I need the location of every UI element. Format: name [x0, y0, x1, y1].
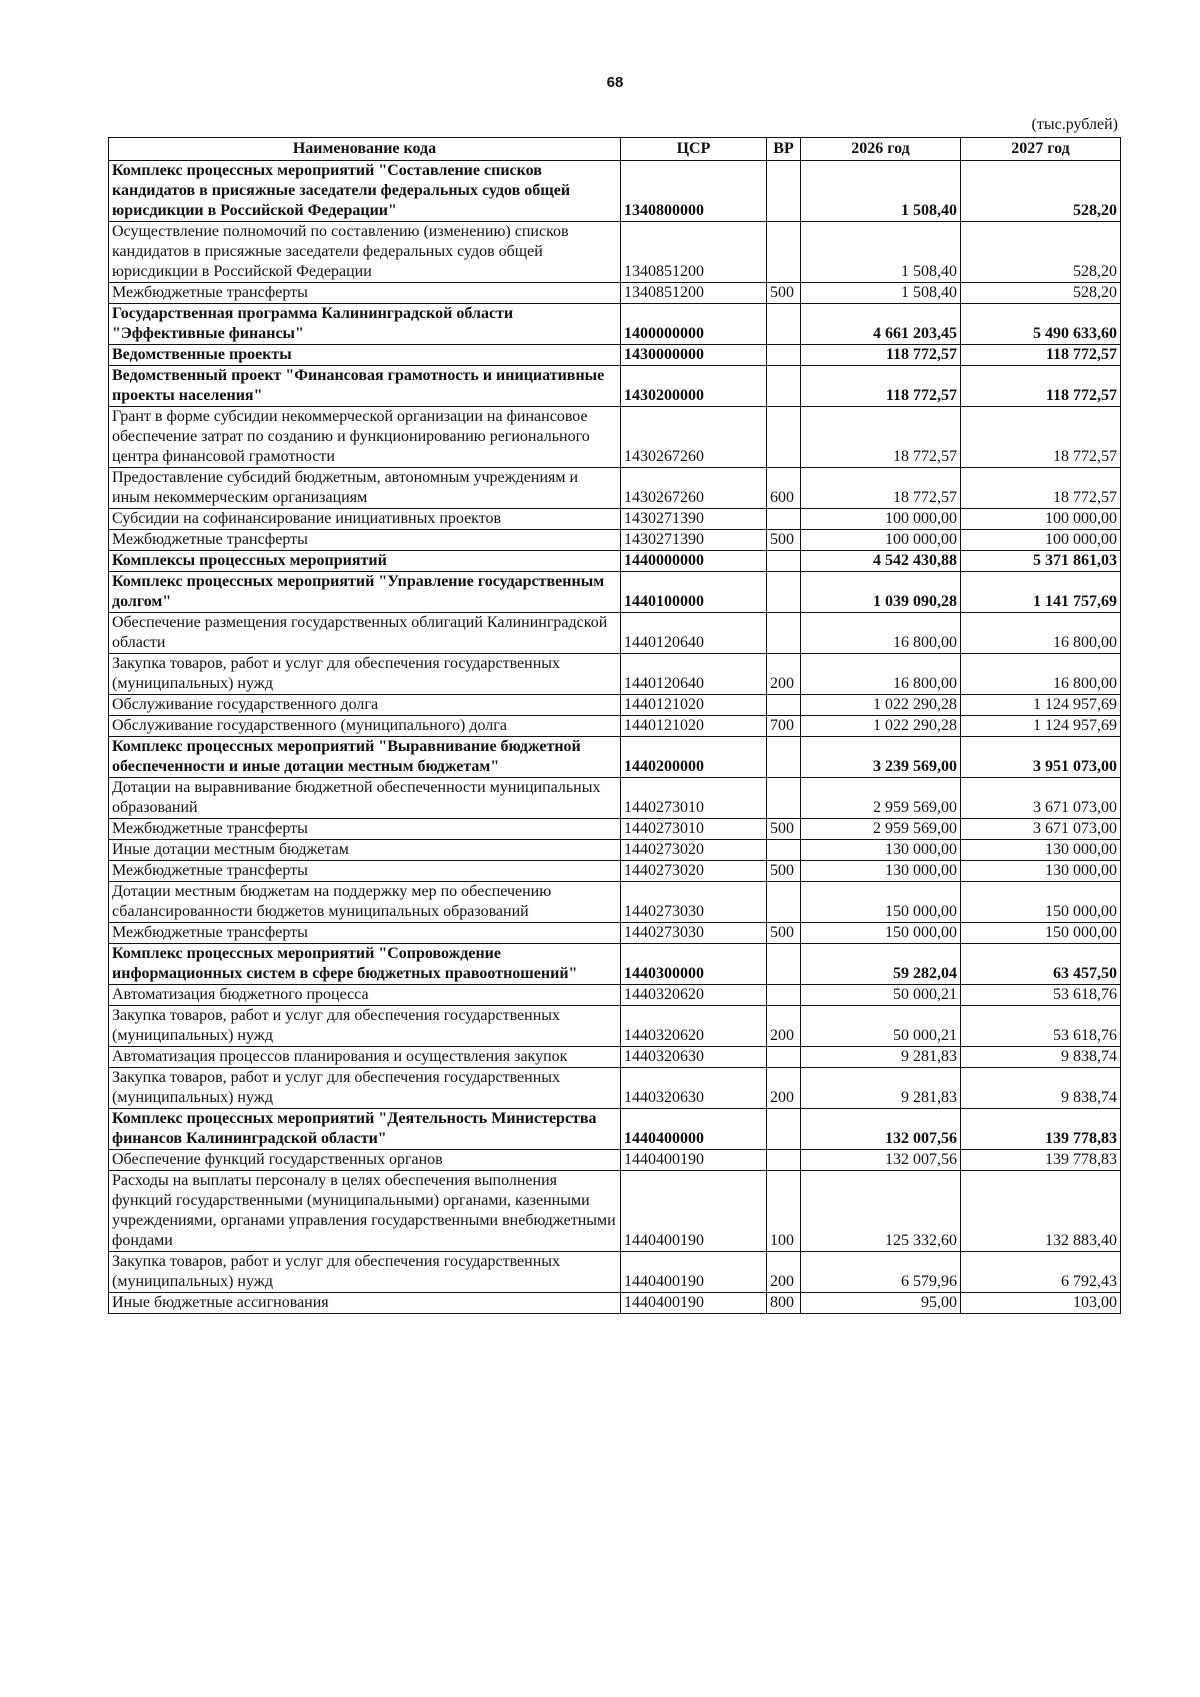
row-name: Комплекс процессных мероприятий "Составление списков кандидатов в присяжные заседатели федеральных судов общей юрисдикции в Российской Федерации": [109, 161, 621, 222]
row-value-2026: 6 579,96: [801, 1252, 961, 1293]
row-value-2026: 1 022 290,28: [801, 695, 961, 716]
table-row: [109, 1109, 1121, 1150]
row-code: 1440400190: [621, 1293, 767, 1314]
row-value-2027: 5 490 633,60: [961, 304, 1121, 345]
row-value-2026: 18 772,57: [801, 407, 961, 468]
row-value-2027: 132 883,40: [961, 1171, 1121, 1252]
table-row: [109, 1293, 1121, 1314]
row-vr: [767, 737, 801, 778]
row-name: Комплексы процессных мероприятий: [109, 551, 621, 572]
row-value-2026: 150 000,00: [801, 882, 961, 923]
row-value-2027: 103,00: [961, 1293, 1121, 1314]
header-year-2027: 2027 год: [961, 138, 1121, 161]
table-row: [109, 1047, 1121, 1068]
table-row: [109, 778, 1121, 819]
row-code: 1440320630: [621, 1068, 767, 1109]
table-header-row: [109, 138, 1121, 161]
row-vr: [767, 1047, 801, 1068]
row-code: 1440320630: [621, 1047, 767, 1068]
row-name: Комплекс процессных мероприятий "Сопровождение информационных систем в сфере бюджетных правоотношений": [109, 944, 621, 985]
row-code: 1440000000: [621, 551, 767, 572]
row-vr: [767, 222, 801, 283]
row-code: 1440121020: [621, 716, 767, 737]
row-name: Государственная программа Калининградской области "Эффективные финансы": [109, 304, 621, 345]
row-name: Обслуживание государственного (муниципального) долга: [109, 716, 621, 737]
row-code: 1440120640: [621, 613, 767, 654]
row-value-2026: 50 000,21: [801, 1006, 961, 1047]
table-row: [109, 283, 1121, 304]
row-value-2026: 130 000,00: [801, 840, 961, 861]
row-code: 1340851200: [621, 283, 767, 304]
row-name: Грант в форме субсидии некоммерческой организации на финансовое обеспечение затрат по созданию и функционированию регионального центра финансовой грамотности: [109, 407, 621, 468]
row-vr: [767, 1109, 801, 1150]
row-name: Закупка товаров, работ и услуг для обеспечения государственных (муниципальных) нужд: [109, 654, 621, 695]
row-vr: 500: [767, 819, 801, 840]
row-value-2027: 16 800,00: [961, 613, 1121, 654]
row-value-2026: 118 772,57: [801, 345, 961, 366]
row-value-2027: 118 772,57: [961, 366, 1121, 407]
row-vr: [767, 161, 801, 222]
row-vr: [767, 695, 801, 716]
row-code: 1430271390: [621, 530, 767, 551]
table-row: [109, 840, 1121, 861]
row-value-2026: 1 022 290,28: [801, 716, 961, 737]
table-row: [109, 366, 1121, 407]
table-row: [109, 716, 1121, 737]
row-value-2027: 18 772,57: [961, 407, 1121, 468]
row-code: 1440273010: [621, 819, 767, 840]
row-value-2026: 1 508,40: [801, 283, 961, 304]
table-row: [109, 509, 1121, 530]
row-name: Ведомственные проекты: [109, 345, 621, 366]
row-name: Закупка товаров, работ и услуг для обеспечения государственных (муниципальных) нужд: [109, 1006, 621, 1047]
table-row: [109, 572, 1121, 613]
row-value-2026: 9 281,83: [801, 1068, 961, 1109]
row-code: 1440400000: [621, 1109, 767, 1150]
row-value-2027: 9 838,74: [961, 1047, 1121, 1068]
table-row: [109, 161, 1121, 222]
row-value-2026: 132 007,56: [801, 1109, 961, 1150]
row-value-2027: 9 838,74: [961, 1068, 1121, 1109]
table-row: [109, 882, 1121, 923]
row-value-2027: 100 000,00: [961, 509, 1121, 530]
row-value-2027: 5 371 861,03: [961, 551, 1121, 572]
row-vr: 200: [767, 1068, 801, 1109]
row-value-2026: 3 239 569,00: [801, 737, 961, 778]
row-value-2027: 3 671 073,00: [961, 819, 1121, 840]
row-code: 1440273010: [621, 778, 767, 819]
row-name: Обслуживание государственного долга: [109, 695, 621, 716]
row-value-2026: 132 007,56: [801, 1150, 961, 1171]
table-row: [109, 1252, 1121, 1293]
table-row: [109, 695, 1121, 716]
row-name: Закупка товаров, работ и услуг для обеспечения государственных (муниципальных) нужд: [109, 1252, 621, 1293]
row-vr: [767, 572, 801, 613]
row-code: 1340800000: [621, 161, 767, 222]
row-value-2026: 100 000,00: [801, 530, 961, 551]
row-vr: 500: [767, 530, 801, 551]
table-row: [109, 407, 1121, 468]
row-value-2026: 100 000,00: [801, 509, 961, 530]
row-name: Ведомственный проект "Финансовая грамотность и инициативные проекты населения": [109, 366, 621, 407]
row-name: Автоматизация процессов планирования и осуществления закупок: [109, 1047, 621, 1068]
row-name: Осуществление полномочий по составлению (изменению) списков кандидатов в присяжные заседатели федеральных судов общей юрисдикции в Российской Федерации: [109, 222, 621, 283]
row-vr: [767, 985, 801, 1006]
row-code: 1440273020: [621, 861, 767, 882]
table-row: [109, 613, 1121, 654]
row-value-2027: 1 141 757,69: [961, 572, 1121, 613]
table-row: [109, 1068, 1121, 1109]
row-vr: [767, 1150, 801, 1171]
row-code: 1440120640: [621, 654, 767, 695]
row-vr: 200: [767, 1006, 801, 1047]
table-row: [109, 551, 1121, 572]
row-name: Автоматизация бюджетного процесса: [109, 985, 621, 1006]
row-code: 1440400190: [621, 1171, 767, 1252]
row-code: 1440273030: [621, 923, 767, 944]
row-vr: 600: [767, 468, 801, 509]
row-value-2027: 6 792,43: [961, 1252, 1121, 1293]
row-value-2026: 9 281,83: [801, 1047, 961, 1068]
row-name: Комплекс процессных мероприятий "Управление государственным долгом": [109, 572, 621, 613]
row-value-2026: 150 000,00: [801, 923, 961, 944]
units-label: (тыс.рублей): [1031, 116, 1118, 133]
header-vr: ВР: [767, 138, 801, 161]
row-name: Обеспечение размещения государственных облигаций Калининградской области: [109, 613, 621, 654]
row-value-2027: 3 671 073,00: [961, 778, 1121, 819]
row-name: Дотации местным бюджетам на поддержку мер по обеспечению сбалансированности бюджетов муниципальных образований: [109, 882, 621, 923]
row-vr: [767, 304, 801, 345]
row-value-2027: 139 778,83: [961, 1109, 1121, 1150]
row-code: 1440320620: [621, 985, 767, 1006]
row-vr: 200: [767, 654, 801, 695]
row-value-2027: 150 000,00: [961, 923, 1121, 944]
row-name: Предоставление субсидий бюджетным, автономным учреждениям и иным некоммерческим организациям: [109, 468, 621, 509]
table-row: [109, 819, 1121, 840]
row-value-2027: 130 000,00: [961, 861, 1121, 882]
table-row: [109, 923, 1121, 944]
header-name: Наименование кода: [109, 138, 621, 161]
row-name: Иные дотации местным бюджетам: [109, 840, 621, 861]
row-value-2027: 528,20: [961, 283, 1121, 304]
row-code: 1430267260: [621, 407, 767, 468]
row-value-2026: 1 039 090,28: [801, 572, 961, 613]
row-vr: [767, 366, 801, 407]
row-code: 1430000000: [621, 345, 767, 366]
row-vr: 500: [767, 283, 801, 304]
header-code: ЦСР: [621, 138, 767, 161]
row-name: Межбюджетные трансферты: [109, 530, 621, 551]
table-row: [109, 737, 1121, 778]
row-vr: [767, 509, 801, 530]
row-code: 1430271390: [621, 509, 767, 530]
row-name: Обеспечение функций государственных органов: [109, 1150, 621, 1171]
row-value-2026: 4 542 430,88: [801, 551, 961, 572]
row-value-2027: 53 618,76: [961, 1006, 1121, 1047]
row-name: Межбюджетные трансферты: [109, 923, 621, 944]
row-code: 1440273030: [621, 882, 767, 923]
row-vr: [767, 882, 801, 923]
row-code: 1440273020: [621, 840, 767, 861]
row-code: 1340851200: [621, 222, 767, 283]
table-row: [109, 944, 1121, 985]
row-vr: [767, 613, 801, 654]
row-vr: [767, 944, 801, 985]
row-value-2026: 50 000,21: [801, 985, 961, 1006]
row-value-2026: 4 661 203,45: [801, 304, 961, 345]
row-value-2026: 1 508,40: [801, 222, 961, 283]
row-value-2027: 63 457,50: [961, 944, 1121, 985]
row-code: 1440400190: [621, 1252, 767, 1293]
row-vr: [767, 551, 801, 572]
row-value-2027: 100 000,00: [961, 530, 1121, 551]
row-vr: 500: [767, 861, 801, 882]
row-value-2027: 53 618,76: [961, 985, 1121, 1006]
row-code: 1440300000: [621, 944, 767, 985]
row-vr: 800: [767, 1293, 801, 1314]
row-value-2026: 118 772,57: [801, 366, 961, 407]
row-value-2026: 59 282,04: [801, 944, 961, 985]
table-row: [109, 1171, 1121, 1252]
table-row: [109, 654, 1121, 695]
row-value-2026: 16 800,00: [801, 613, 961, 654]
table-row: [109, 1006, 1121, 1047]
row-value-2026: 95,00: [801, 1293, 961, 1314]
page-number: 68: [606, 74, 624, 91]
row-vr: 500: [767, 923, 801, 944]
row-name: Комплекс процессных мероприятий "Выравнивание бюджетной обеспеченности и иные дотации местным бюджетам": [109, 737, 621, 778]
row-name: Комплекс процессных мероприятий "Деятельность Министерства финансов Калининградской области": [109, 1109, 621, 1150]
row-vr: [767, 407, 801, 468]
row-code: 1430200000: [621, 366, 767, 407]
table-row: [109, 530, 1121, 551]
row-value-2027: 3 951 073,00: [961, 737, 1121, 778]
row-vr: [767, 778, 801, 819]
row-code: 1440320620: [621, 1006, 767, 1047]
row-name: Межбюджетные трансферты: [109, 283, 621, 304]
row-value-2027: 150 000,00: [961, 882, 1121, 923]
row-name: Иные бюджетные ассигнования: [109, 1293, 621, 1314]
row-value-2026: 2 959 569,00: [801, 778, 961, 819]
budget-table: [108, 137, 1121, 1314]
row-code: 1440100000: [621, 572, 767, 613]
row-vr: 700: [767, 716, 801, 737]
row-name: Субсидии на софинансирование инициативных проектов: [109, 509, 621, 530]
row-value-2026: 125 332,60: [801, 1171, 961, 1252]
row-value-2027: 528,20: [961, 222, 1121, 283]
row-value-2027: 1 124 957,69: [961, 716, 1121, 737]
row-code: 1400000000: [621, 304, 767, 345]
table-row: [109, 861, 1121, 882]
row-value-2026: 16 800,00: [801, 654, 961, 695]
row-value-2026: 2 959 569,00: [801, 819, 961, 840]
row-value-2026: 18 772,57: [801, 468, 961, 509]
row-value-2027: 118 772,57: [961, 345, 1121, 366]
row-name: Межбюджетные трансферты: [109, 819, 621, 840]
table-row: [109, 985, 1121, 1006]
row-name: Межбюджетные трансферты: [109, 861, 621, 882]
row-code: 1440200000: [621, 737, 767, 778]
row-vr: 200: [767, 1252, 801, 1293]
header-year-2026: 2026 год: [801, 138, 961, 161]
row-vr: 100: [767, 1171, 801, 1252]
row-name: Дотации на выравнивание бюджетной обеспеченности муниципальных образований: [109, 778, 621, 819]
row-code: 1440121020: [621, 695, 767, 716]
row-value-2026: 1 508,40: [801, 161, 961, 222]
row-value-2027: 130 000,00: [961, 840, 1121, 861]
row-value-2027: 16 800,00: [961, 654, 1121, 695]
row-code: 1430267260: [621, 468, 767, 509]
table-row: [109, 222, 1121, 283]
row-name: Расходы на выплаты персоналу в целях обеспечения выполнения функций государственными (муниципальными) органами, казенными учреждениями, органами управления государственными внебюджетными фондами: [109, 1171, 621, 1252]
row-value-2027: 528,20: [961, 161, 1121, 222]
table-row: [109, 345, 1121, 366]
row-vr: [767, 840, 801, 861]
table-row: [109, 304, 1121, 345]
row-code: 1440400190: [621, 1150, 767, 1171]
row-name: Закупка товаров, работ и услуг для обеспечения государственных (муниципальных) нужд: [109, 1068, 621, 1109]
table-body: [109, 161, 1121, 1314]
row-value-2027: 1 124 957,69: [961, 695, 1121, 716]
table-row: [109, 1150, 1121, 1171]
row-value-2027: 139 778,83: [961, 1150, 1121, 1171]
table-row: [109, 468, 1121, 509]
row-value-2027: 18 772,57: [961, 468, 1121, 509]
row-value-2026: 130 000,00: [801, 861, 961, 882]
row-vr: [767, 345, 801, 366]
